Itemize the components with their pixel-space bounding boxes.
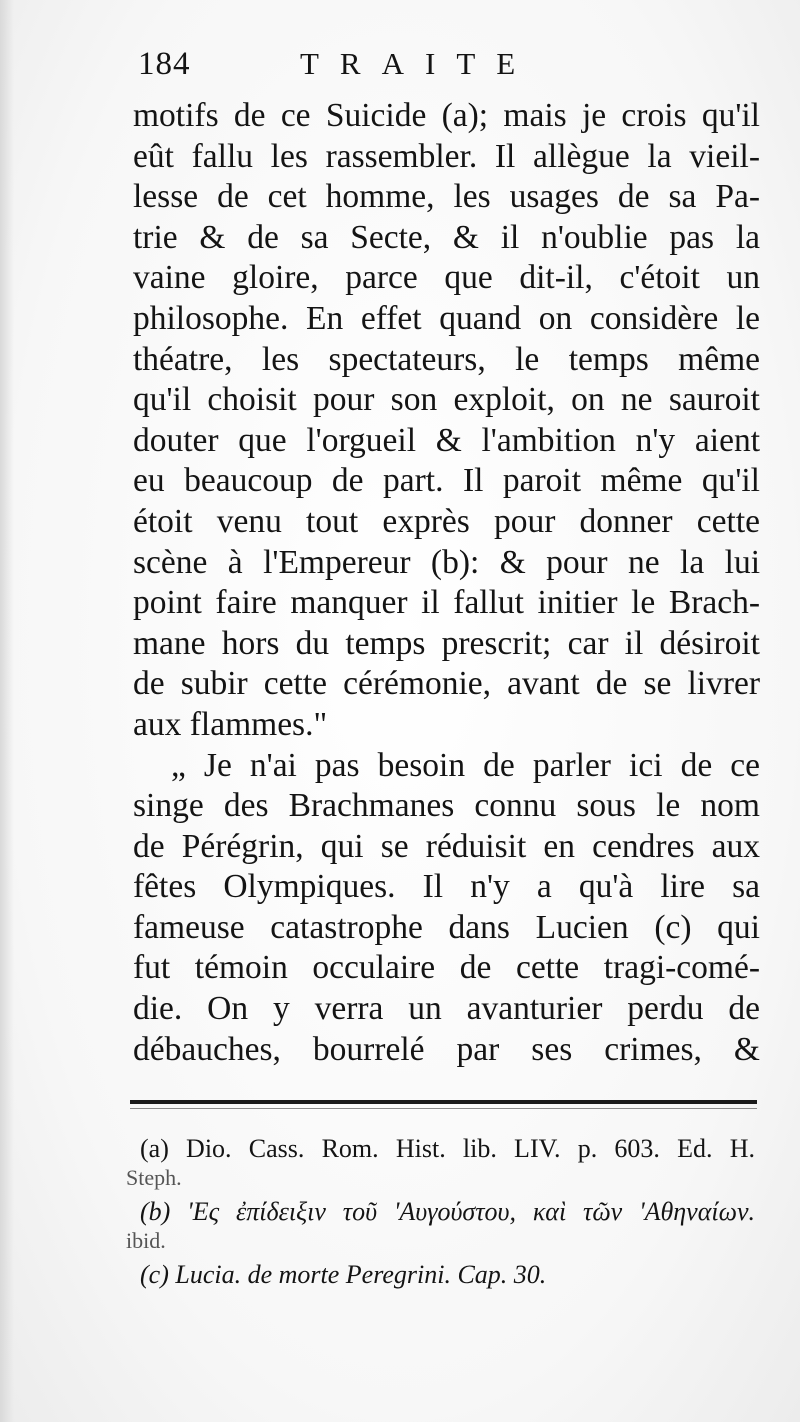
running-title: TRAITE — [300, 46, 537, 81]
text-line: scène à l'Empereur (b): & pour ne la lui — [133, 543, 760, 581]
text-line: de Pérégrin, qui se réduisit en cendres aux — [133, 827, 760, 865]
text-line: étoit venu tout exprès pour donner cette — [133, 502, 760, 540]
footnote-a-continuation: Steph. — [126, 1164, 182, 1190]
text-line: singe des Brachmanes connu sous le nom — [133, 787, 760, 825]
footnote-separator-rule-thin — [130, 1108, 757, 1109]
text-line: fut témoin occulaire de cette tragi-comé- — [133, 949, 760, 987]
footnote-c: (c) Lucia. de morte Peregrini. Cap. 30. — [140, 1260, 547, 1289]
page-number: 184 — [138, 46, 191, 82]
text-line: douter que l'orgueil & l'ambition n'y aient — [133, 421, 760, 459]
text-line: eût fallu les rassembler. Il allègue la vieil- — [133, 137, 760, 175]
footnote-separator-rule — [130, 1100, 757, 1104]
footnotes — [126, 1134, 755, 1290]
text-line: débauches, bourrelé par ses crimes, & — [133, 1030, 760, 1068]
footnote-b: (b) 'Ες ἐπίδειξιν τοῦ 'Αυγούστου, καὶ τῶν 'Αθηναίων. — [140, 1197, 755, 1226]
text-line: trie & de sa Secte, & il n'oublie pas la — [133, 218, 760, 256]
text-line: „ Je n'ai pas besoin de parler ici de ce — [171, 746, 760, 784]
text-line: philosophe. En effet quand on considère le — [133, 299, 760, 337]
text-line: point faire manquer il fallut initier le Brach- — [133, 584, 760, 622]
text-line: lesse de cet homme, les usages de sa Pa- — [133, 178, 760, 216]
text-line: théatre, les spectateurs, le temps même — [133, 340, 760, 378]
text-line: fameuse catastrophe dans Lucien (c) qui — [133, 908, 760, 946]
footnote-b-continuation: ibid. — [126, 1227, 166, 1253]
body-text — [133, 96, 760, 1070]
text-line: de subir cette cérémonie, avant de se livrer — [133, 665, 760, 703]
text-line: die. On y verra un avanturier perdu de — [133, 990, 760, 1028]
text-line: motifs de ce Suicide (a); mais je crois qu'il — [133, 97, 760, 134]
page-header — [130, 44, 770, 94]
text-line: vaine gloire, parce que dit-il, c'étoit un — [133, 259, 760, 297]
text-line: aux flammes." — [133, 705, 328, 743]
footnote-a: (a) Dio. Cass. Rom. Hist. lib. LIV. p. 603. Ed. H. — [140, 1134, 755, 1163]
page-gutter-shadow — [0, 0, 14, 1422]
text-line: eu beaucoup de part. Il paroit même qu'il — [133, 462, 760, 500]
text-line: qu'il choisit pour son exploit, on ne sauroit — [133, 381, 760, 419]
text-line: mane hors du temps prescrit; car il désiroit — [133, 624, 760, 662]
text-line: fêtes Olympiques. Il n'y a qu'à lire sa — [133, 868, 760, 906]
